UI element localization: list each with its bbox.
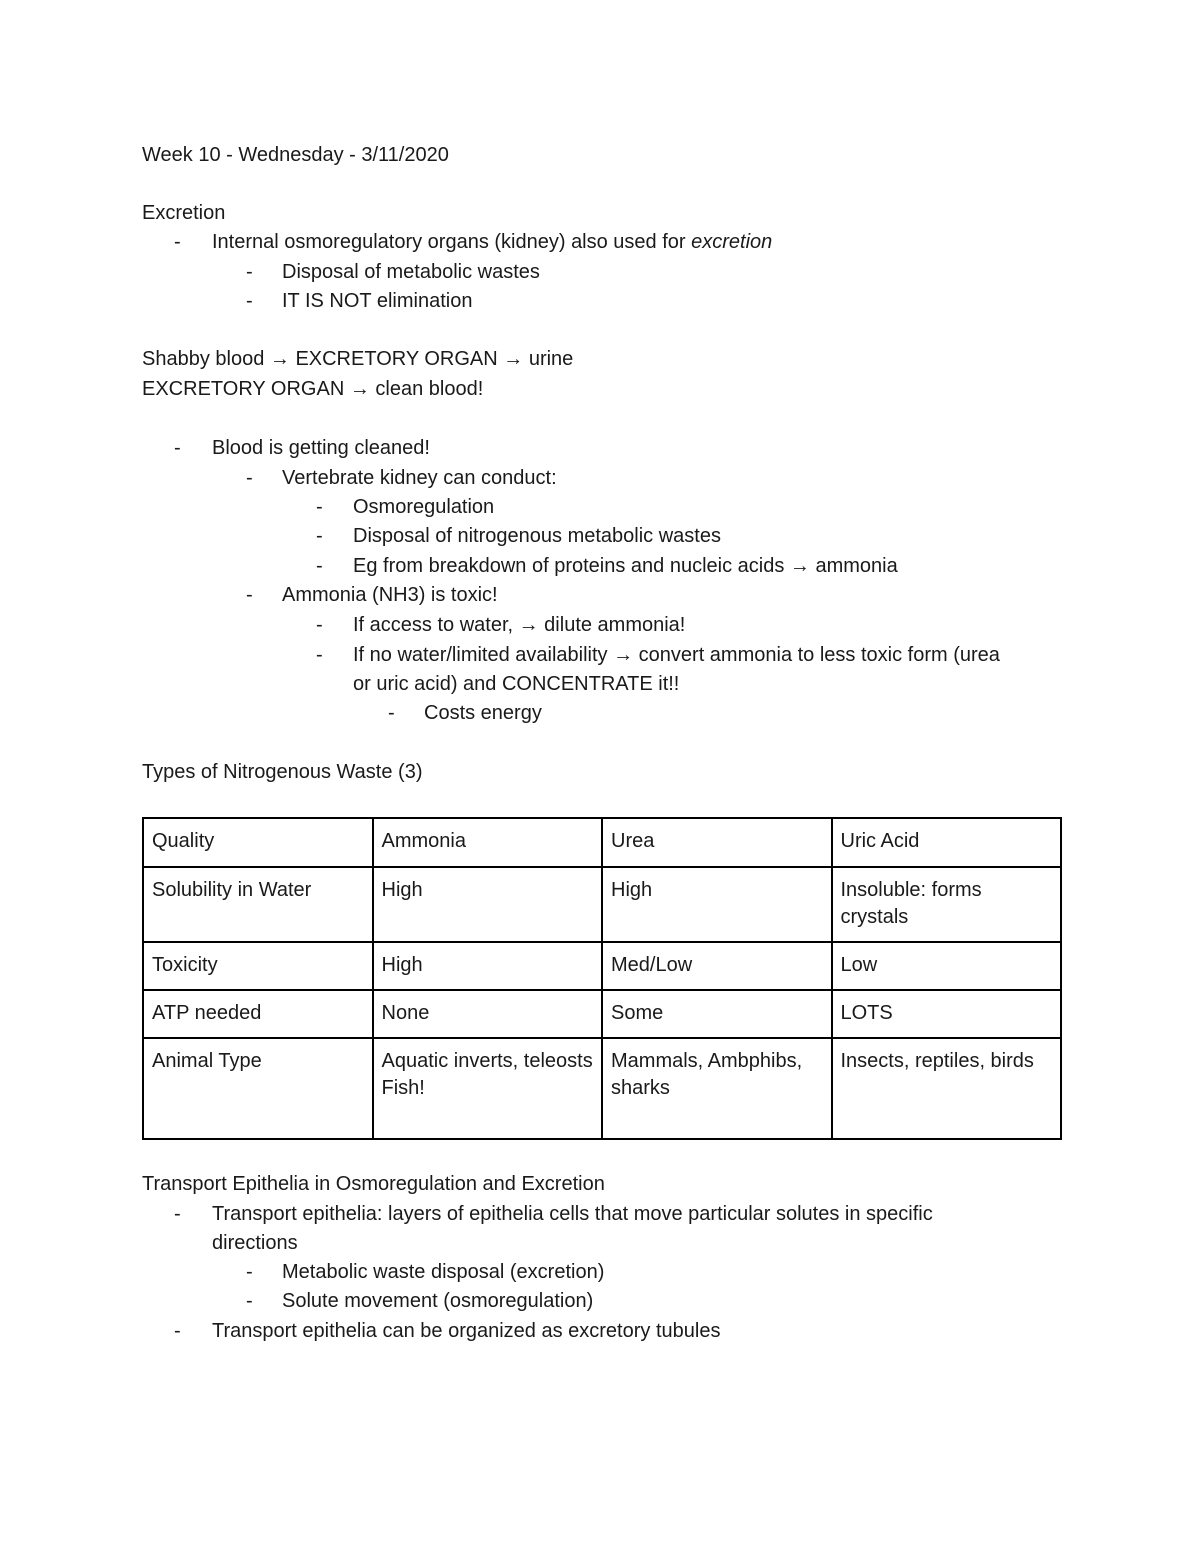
list-item: Blood is getting cleaned!: [212, 437, 430, 459]
list-item: IT IS NOT elimination: [282, 290, 473, 312]
bullet: -: [174, 1203, 181, 1225]
table-cell: [373, 1038, 603, 1139]
table-header-row: [143, 818, 1061, 867]
page-title: Week 10 - Wednesday - 3/11/2020: [142, 144, 449, 166]
table-cell: High: [602, 867, 832, 942]
section-heading-types: Types of Nitrogenous Waste (3): [142, 761, 423, 783]
list-item: Eg from breakdown of proteins and nucleic acids → ammonia: [353, 555, 898, 577]
table-cell: ATP needed: [143, 990, 373, 1038]
bullet: -: [246, 467, 253, 489]
table-cell: Solubility in Water: [143, 867, 373, 942]
bullet: -: [388, 702, 395, 724]
bullet: -: [246, 1261, 253, 1283]
bullet: -: [174, 231, 181, 253]
bullet: -: [246, 261, 253, 283]
list-item: Disposal of nitrogenous metabolic wastes: [353, 525, 721, 547]
bullet: -: [316, 496, 323, 518]
table-header-cell: Quality: [143, 818, 373, 867]
bullet: -: [316, 525, 323, 547]
list-item-continued: directions: [212, 1232, 298, 1254]
table-cell: High: [373, 942, 603, 990]
table-cell: Low: [832, 942, 1062, 990]
list-item: If access to water, → dilute ammonia!: [353, 614, 686, 636]
table-cell: None: [373, 990, 603, 1038]
nitrogenous-waste-table: [142, 817, 1062, 1140]
table-cell-text: Aquatic inverts, teleosts: [381, 1050, 593, 1072]
list-item: Metabolic waste disposal (excretion): [282, 1261, 605, 1283]
list-item: Transport epithelia can be organized as excretory tubules: [212, 1320, 721, 1342]
table-cell: Some: [602, 990, 832, 1038]
list-item: If no water/limited availability → convert ammonia to less toxic form (urea: [353, 644, 1000, 666]
table-cell: Med/Low: [602, 942, 832, 990]
bullet: -: [316, 644, 323, 666]
list-item: Vertebrate kidney can conduct:: [282, 467, 557, 489]
list-item-continued: or uric acid) and CONCENTRATE it!!: [353, 673, 680, 695]
table-cell: Insoluble: forms crystals: [832, 867, 1062, 942]
section-heading-excretion: Excretion: [142, 202, 226, 224]
bullet: -: [246, 1290, 253, 1312]
table-cell: Insects, reptiles, birds: [832, 1038, 1062, 1139]
emphasis-text: excretion: [691, 231, 773, 253]
flow-line: Shabby blood → EXCRETORY ORGAN → urine: [142, 348, 574, 370]
bullet: -: [316, 614, 323, 636]
list-item: Ammonia (NH3) is toxic!: [282, 584, 498, 606]
table-cell: Mammals, Ambphibs, sharks: [602, 1038, 832, 1139]
list-item: Osmoregulation: [353, 496, 495, 518]
section-heading-transport: Transport Epithelia in Osmoregulation and Excretion: [142, 1173, 605, 1195]
list-item-text: Internal osmoregulatory organs (kidney) also used for: [212, 231, 692, 253]
table-cell: Animal Type: [143, 1038, 373, 1139]
list-item: Transport epithelia: layers of epithelia cells that move particular solutes in specific: [212, 1203, 933, 1225]
list-item: Costs energy: [424, 702, 542, 724]
bullet: -: [316, 555, 323, 577]
table-cell: Toxicity: [143, 942, 373, 990]
bullet: -: [246, 584, 253, 606]
bullet: -: [174, 437, 181, 459]
table-row: [143, 942, 1061, 990]
list-item: Disposal of metabolic wastes: [282, 261, 540, 283]
list-item: [212, 228, 772, 257]
table-header-cell: Urea: [602, 818, 832, 867]
table-header-cell: Uric Acid: [832, 818, 1062, 867]
list-item: Solute movement (osmoregulation): [282, 1290, 594, 1312]
table-cell: High: [373, 867, 603, 942]
table-row: [143, 1038, 1061, 1139]
table-row: [143, 990, 1061, 1038]
bullet: -: [174, 1320, 181, 1342]
table-row: [143, 867, 1061, 942]
bullet: -: [246, 290, 253, 312]
table-header-cell: Ammonia: [373, 818, 603, 867]
flow-line: EXCRETORY ORGAN → clean blood!: [142, 378, 484, 400]
table-cell-text: Fish!: [381, 1077, 425, 1099]
table-cell: LOTS: [832, 990, 1062, 1038]
